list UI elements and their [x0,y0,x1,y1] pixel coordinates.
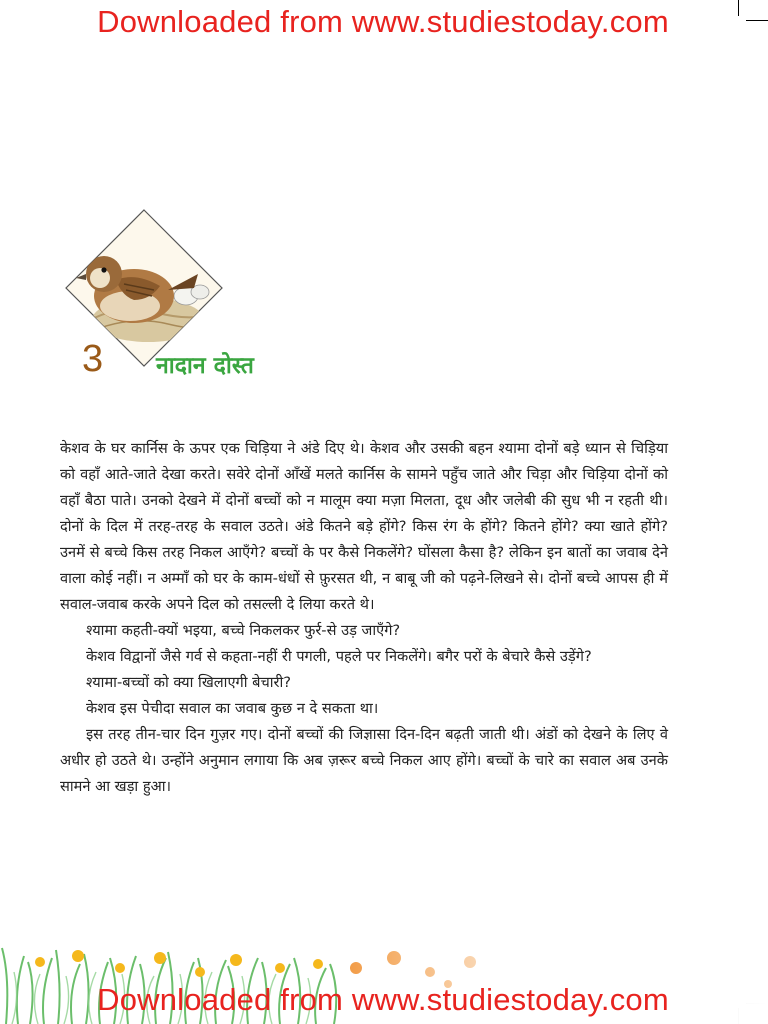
chapter-number: 3 [82,338,104,380]
paragraph: केशव विद्वानों जैसे गर्व से कहता-नहीं री पगली, पहले पर निकलेंगे। बगैर परों के बेचारे कैसे उड़ेंगे? [86,648,592,665]
paragraph: केशव इस पेचीदा सवाल का जवाब कुछ न दे सकता था। [86,700,379,717]
paragraph: केशव के घर कार्निस के ऊपर एक चिड़िया ने अंडे दिए थे। केशव और उसकी बहन श्यामा दोनों बड़े ध्यान से चिड़िया को वहाँ आते-जाते देखा करते। सवेरे दोनों आँखें मलते कार्निस के सामने पहुँच जाते और चिड़ा और चिड़िया दोनों को वहाँ बैठा पाते। उनको देखने में दोनों बच्चों को न मालूम क्या मज़ा मिलता, दूध और जलेबी की सुध भी न रहती थी। दोनों के दिल में तरह-तरह के सवाल उठते। अंडे कितने बड़े होंगे? किस रंग के होंगे? कितने होंगे? क्या खाते होंगे? उनमें से बच्चे किस तरह निकल आएँगे? बच्चों के पर कैसे निकलेंगे? घोंसला कैसा है? लेकिन इन बातों का जवाब देने वाला कोई नहीं। न अम्माँ को घर के काम-धंधों से फ़ुरसत थी, न बाबू जी को पढ़ने-लिखने से। दोनों बच्चे आपस ही में सवाल-जवाब करके अपने दिल को तसल्ली दे लिया करते थे। [60,440,668,613]
paragraph: श्यामा-बच्चों को क्या खिलाएगी बेचारी? [86,674,292,691]
watermark-bottom[interactable]: Downloaded from www.studiestoday.com [97,982,669,1017]
paragraph: श्यामा कहती-क्यों भइया, बच्चे निकलकर फुर्र-से उड़ जाएँगे? [86,622,401,639]
watermark-top[interactable]: Downloaded from www.studiestoday.com [97,4,669,39]
paragraph: इस तरह तीन-चार दिन गुज़र गए। दोनों बच्चों की जिज्ञासा दिन-दिन बढ़ती जाती थी। अंडों को देखने के लिए वे अधीर हो उठते थे। उन्होंने अनुमान लगाया कि अब ज़रूर बच्चे निकल आए होंगे। बच्चों के चारे का सवाल अब उनके सामने आ खड़ा हुआ। [60,726,668,795]
chapter-title: नादान दोस्त [156,353,254,379]
story-text [60,436,668,800]
